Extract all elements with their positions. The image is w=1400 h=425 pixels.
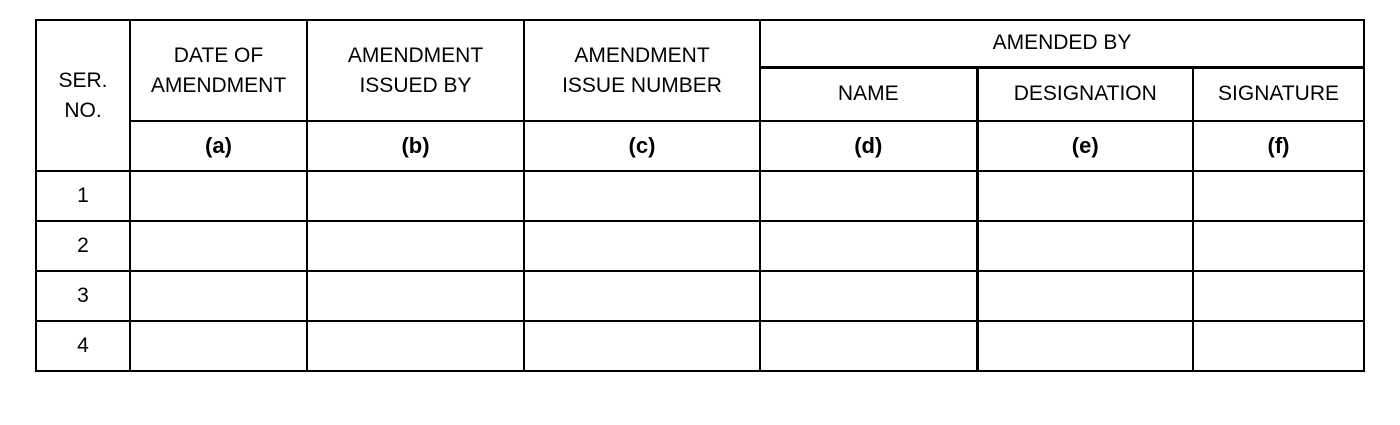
- cell-signature: [1193, 321, 1364, 371]
- cell-date-of-amendment: [130, 171, 307, 221]
- table-row: [36, 321, 1364, 371]
- cell-date-of-amendment: [130, 321, 307, 371]
- cell-ser-no: 3: [36, 271, 130, 321]
- cell-signature: [1193, 271, 1364, 321]
- cell-date-of-amendment: [130, 221, 307, 271]
- column-letter-d: (d): [760, 121, 977, 171]
- amendment-record-table: [35, 19, 1365, 372]
- column-letter-b: (b): [307, 121, 524, 171]
- table-row: [36, 221, 1364, 271]
- cell-amendment-issue-number: [524, 271, 760, 321]
- cell-amendment-issued-by: [307, 271, 524, 321]
- cell-designation: [977, 271, 1193, 321]
- header-date-of-amendment: DATE OF AMENDMENT: [130, 20, 307, 121]
- cell-signature: [1193, 171, 1364, 221]
- cell-amendment-issued-by: [307, 171, 524, 221]
- cell-date-of-amendment: [130, 271, 307, 321]
- column-letter-e: (e): [977, 121, 1193, 171]
- cell-amendment-issue-number: [524, 321, 760, 371]
- cell-ser-no: 4: [36, 321, 130, 371]
- cell-ser-no: 1: [36, 171, 130, 221]
- header-designation: DESIGNATION: [977, 67, 1193, 121]
- cell-signature: [1193, 221, 1364, 271]
- cell-name: [760, 221, 977, 271]
- cell-name: [760, 171, 977, 221]
- column-letter-f: (f): [1193, 121, 1364, 171]
- cell-amendment-issue-number: [524, 171, 760, 221]
- cell-amendment-issued-by: [307, 221, 524, 271]
- table-row: [36, 271, 1364, 321]
- cell-name: [760, 321, 977, 371]
- cell-amendment-issued-by: [307, 321, 524, 371]
- header-name: NAME: [760, 67, 977, 121]
- header-signature: SIGNATURE: [1193, 67, 1364, 121]
- table-row: [36, 171, 1364, 221]
- cell-designation: [977, 321, 1193, 371]
- header-amendment-issued-by: AMENDMENT ISSUED BY: [307, 20, 524, 121]
- cell-name: [760, 271, 977, 321]
- cell-ser-no: 2: [36, 221, 130, 271]
- column-letter-a: (a): [130, 121, 307, 171]
- cell-designation: [977, 221, 1193, 271]
- header-amendment-issue-number: AMENDMENT ISSUE NUMBER: [524, 20, 760, 121]
- column-letter-c: (c): [524, 121, 760, 171]
- cell-amendment-issue-number: [524, 221, 760, 271]
- cell-designation: [977, 171, 1193, 221]
- header-ser-no: SER. NO.: [36, 20, 130, 171]
- header-amended-by: AMENDED BY: [760, 20, 1364, 67]
